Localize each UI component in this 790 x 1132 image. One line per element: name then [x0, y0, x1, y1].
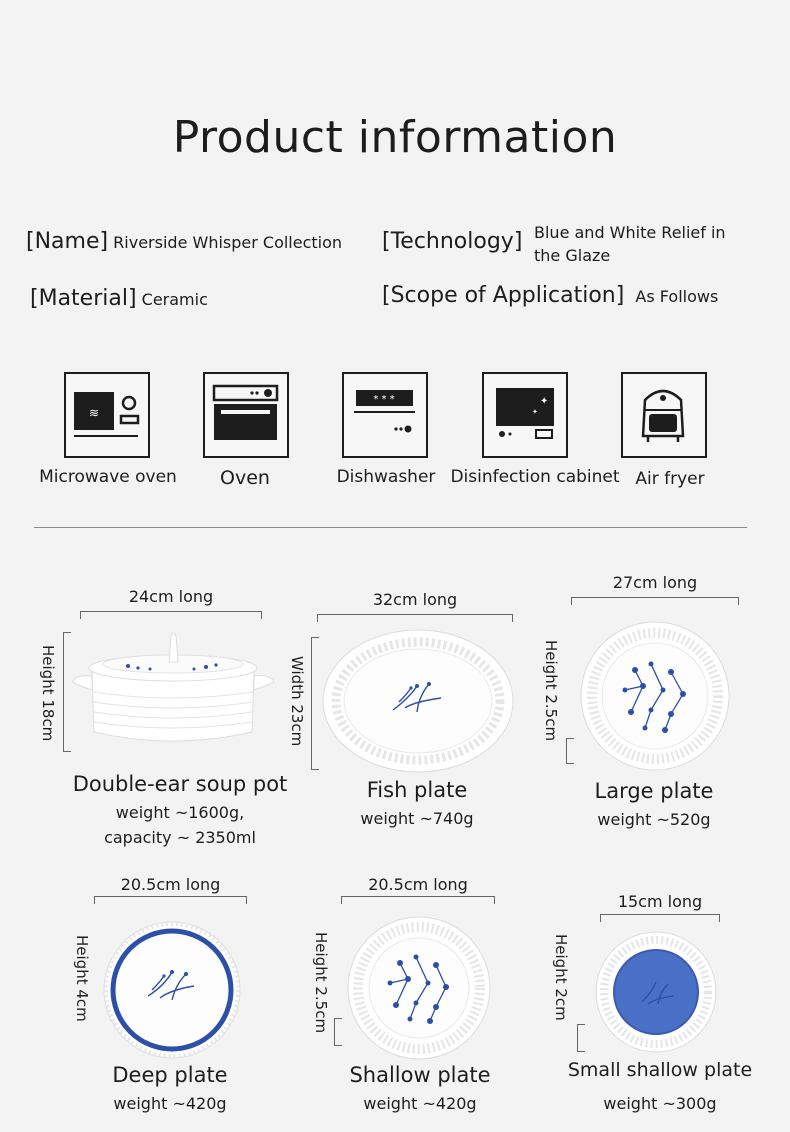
info-name	[26, 229, 342, 254]
shallow-plate-length-line	[341, 896, 495, 904]
material-key: [Material]	[30, 286, 137, 311]
small-plate-weight: weight ~300g	[603, 1094, 717, 1113]
svg-text:✦: ✦	[532, 408, 538, 416]
soup-pot-name: Double-ear soup pot	[72, 772, 288, 796]
large-plate-name: Large plate	[594, 779, 714, 803]
deep-plate-length: 20.5cm long	[120, 875, 221, 894]
deep-plate-name: Deep plate	[112, 1063, 228, 1087]
shallow-plate-height: Height 2.5cm	[312, 932, 330, 1034]
small-plate-length: 15cm long	[617, 892, 703, 911]
deep-plate-height: Height 4cm	[73, 935, 91, 1022]
fish-plate-weight: weight ~740g	[360, 809, 474, 828]
technology-key: [Technology]	[382, 229, 523, 254]
shallow-plate-weight: weight ~420g	[363, 1094, 477, 1113]
deep-plate-image	[102, 920, 242, 1064]
small-plate-height: Height 2cm	[552, 934, 570, 1021]
shallow-plate-height-line	[334, 1018, 342, 1046]
large-plate-length: 27cm long	[612, 573, 698, 592]
svg-text:≋: ≋	[88, 406, 100, 420]
page-title: Product information	[172, 112, 618, 163]
small-plate-image	[594, 930, 718, 1058]
shallow-plate-length: 20.5cm long	[368, 875, 468, 894]
disinfection-cabinet-icon	[482, 372, 568, 458]
large-plate-height-line	[566, 738, 574, 764]
dishwasher-label: Dishwasher	[336, 467, 436, 487]
name-value: Riverside Whisper Collection	[113, 233, 343, 252]
air-fryer-icon	[621, 372, 707, 458]
microwave-icon	[64, 372, 150, 458]
oven-icon	[203, 372, 289, 458]
fish-plate-length-line	[317, 614, 513, 622]
microwave-label: Microwave oven	[39, 467, 177, 487]
soup-pot-capacity: capacity ~ 2350ml	[104, 828, 256, 847]
info-scope	[382, 283, 718, 308]
scope-key: [Scope of Application]	[382, 283, 625, 308]
large-plate-image	[579, 620, 731, 776]
shallow-plate-image	[346, 915, 492, 1065]
deep-plate-weight: weight ~420g	[113, 1094, 227, 1113]
scope-value: As Follows	[635, 287, 719, 306]
technology-value: Blue and White Relief in the Glaze	[534, 223, 726, 265]
svg-text:✦: ✦	[540, 396, 549, 407]
air-fryer-label: Air fryer	[635, 469, 705, 489]
info-material	[30, 286, 208, 311]
svg-text:* * *: * * *	[373, 394, 395, 405]
soup-pot-length: 24cm long	[128, 587, 214, 606]
fish-plate-width-line	[311, 637, 319, 770]
large-plate-weight: weight ~520g	[597, 810, 711, 829]
soup-pot-length-line	[80, 611, 262, 619]
section-divider	[34, 527, 747, 528]
soup-pot-image	[66, 628, 280, 760]
large-plate-length-line	[571, 597, 739, 605]
disinfection-cabinet-label: Disinfection cabinet	[450, 467, 620, 487]
soup-pot-height: Height 18cm	[39, 645, 57, 742]
fish-plate-length: 32cm long	[372, 590, 458, 609]
fish-plate-name: Fish plate	[366, 778, 468, 802]
fish-plate-image	[321, 628, 515, 778]
large-plate-height: Height 2.5cm	[542, 640, 560, 742]
small-plate-name: Small shallow plate	[567, 1059, 753, 1081]
small-plate-length-line	[600, 914, 720, 922]
soup-pot-weight: weight ~1600g,	[115, 803, 245, 822]
fish-plate-width: Width 23cm	[288, 656, 306, 747]
material-value: Ceramic	[141, 290, 208, 309]
deep-plate-length-line	[94, 896, 247, 904]
oven-label: Oven	[220, 467, 270, 489]
shallow-plate-name: Shallow plate	[349, 1063, 491, 1087]
small-plate-height-line	[577, 1024, 585, 1052]
dishwasher-icon	[342, 372, 428, 458]
name-key: [Name]	[26, 229, 109, 254]
